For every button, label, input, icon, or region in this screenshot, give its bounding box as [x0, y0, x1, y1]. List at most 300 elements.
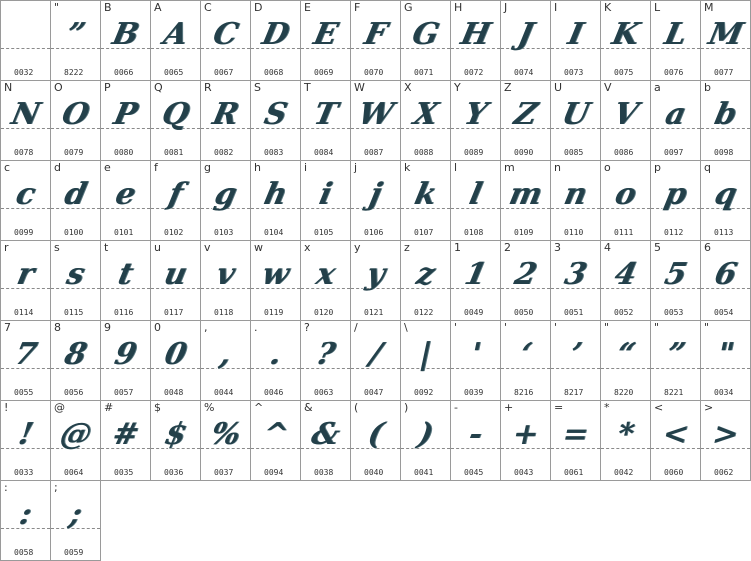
glyph-sample: v — [213, 257, 239, 292]
glyph-sample — [1, 13, 51, 57]
glyph-code: 8222 — [64, 68, 84, 77]
glyph-sample: $ — [161, 417, 190, 452]
glyph-code: 0107 — [414, 228, 434, 237]
glyph-cell-label: d — [54, 161, 61, 174]
glyph-cell — [201, 81, 251, 161]
glyph-code: 0059 — [64, 548, 84, 557]
glyph-cell — [551, 401, 601, 481]
glyph-cell-label: D — [254, 1, 263, 14]
glyph-cell-label: ! — [4, 401, 9, 414]
glyph-cell-label: ^ — [254, 401, 264, 414]
glyph-code: 0041 — [414, 468, 434, 477]
glyph-code: 0090 — [514, 148, 534, 157]
glyph-cell — [551, 241, 601, 321]
glyph-cell — [451, 401, 501, 481]
glyph-sample: X — [410, 97, 441, 132]
glyph-cell-label: u — [154, 241, 161, 254]
glyph-sample: u — [160, 257, 191, 292]
glyph-cell-label: " — [604, 321, 610, 334]
glyph-sample: S — [261, 97, 291, 132]
glyph-cell — [651, 401, 701, 481]
glyph-cell-label: G — [404, 1, 413, 14]
glyph-cell — [451, 321, 501, 401]
glyph-sample: @ — [56, 417, 95, 452]
glyph-cell-label: R — [204, 81, 212, 94]
glyph-cell — [51, 401, 101, 481]
glyph-cell-label: ' — [504, 321, 508, 334]
glyph-cell-label: b — [704, 81, 711, 94]
glyph-code: 0048 — [164, 388, 184, 397]
glyph-cell — [701, 161, 751, 241]
glyph-sample: ’ — [566, 337, 585, 372]
glyph-cell — [101, 161, 151, 241]
glyph-cell-label: I — [554, 1, 558, 14]
glyph-sample: ” — [663, 337, 688, 372]
glyph-code: 0060 — [664, 468, 684, 477]
glyph-code: 0039 — [464, 388, 484, 397]
glyph-cell-label: e — [104, 161, 111, 174]
glyph-sample: / — [366, 337, 385, 372]
glyph-cell-label: & — [304, 401, 313, 414]
glyph-code: 0043 — [514, 468, 534, 477]
glyph-cell-label: $ — [154, 401, 161, 414]
glyph-cell-label: j — [354, 161, 358, 174]
glyph-code: 0042 — [614, 468, 634, 477]
glyph-code: 0049 — [464, 308, 484, 317]
glyph-code: 0046 — [264, 388, 284, 397]
glyph-code: 0108 — [464, 228, 484, 237]
glyph-cell — [151, 161, 201, 241]
glyph-sample: ” — [63, 17, 88, 52]
glyph-cell-label: + — [504, 401, 514, 414]
glyph-sample: 2 — [511, 257, 540, 292]
glyph-code: 0037 — [214, 468, 234, 477]
glyph-sample: + — [509, 417, 542, 452]
glyph-sample: K — [608, 17, 643, 52]
glyph-cell-label: W — [354, 81, 365, 94]
glyph-cell-label: @ — [54, 401, 65, 414]
glyph-cell — [551, 321, 601, 401]
glyph-sample: 9 — [111, 337, 140, 372]
glyph-cell-label: J — [504, 1, 508, 14]
glyph-cell-label: 0 — [154, 321, 161, 334]
glyph-cell-label: : — [4, 481, 8, 494]
glyph-cell-label: F — [354, 1, 361, 14]
glyph-code: 8217 — [564, 388, 584, 397]
glyph-cell — [151, 321, 201, 401]
glyph-code: 0106 — [364, 228, 384, 237]
glyph-sample: 7 — [11, 337, 40, 372]
glyph-cell — [401, 321, 451, 401]
glyph-cell — [351, 241, 401, 321]
glyph-sample: H — [457, 17, 494, 52]
glyph-cell-label: \ — [404, 321, 408, 334]
glyph-cell-label: ) — [404, 401, 409, 414]
glyph-cell — [501, 161, 551, 241]
glyph-cell-label: C — [204, 1, 212, 14]
glyph-code: 0063 — [314, 388, 334, 397]
glyph-code: 0034 — [714, 388, 734, 397]
glyph-sample: Y — [461, 97, 491, 132]
glyph-cell-label: g — [204, 161, 211, 174]
glyph-cell-label: = — [554, 401, 564, 414]
glyph-code: 0055 — [14, 388, 34, 397]
glyph-sample: o — [611, 177, 640, 212]
glyph-sample: “ — [613, 337, 638, 372]
glyph-code: 0073 — [564, 68, 584, 77]
glyph-cell — [301, 321, 351, 401]
glyph-cell — [451, 241, 501, 321]
glyph-cell-label: . — [254, 321, 258, 334]
glyph-code: 8216 — [514, 388, 534, 397]
glyph-cell — [601, 401, 651, 481]
glyph-sample: ( — [364, 417, 387, 452]
glyph-cell-label: E — [304, 1, 311, 14]
glyph-code: 0077 — [714, 68, 734, 77]
glyph-code: 0045 — [464, 468, 484, 477]
glyph-sample: ^ — [259, 417, 292, 452]
glyph-cell — [251, 81, 301, 161]
glyph-sample: h — [260, 177, 291, 212]
glyph-sample: s — [63, 257, 88, 292]
glyph-cell-label: q — [704, 161, 711, 174]
glyph-cell-label: o — [604, 161, 611, 174]
glyph-sample: E — [310, 17, 341, 52]
glyph-sample: g — [211, 177, 240, 212]
glyph-code: 0094 — [264, 468, 284, 477]
glyph-cell-label: m — [504, 161, 515, 174]
glyph-sample: x — [312, 257, 339, 292]
glyph-cell — [51, 1, 101, 81]
glyph-cell-label: " — [54, 1, 60, 14]
glyph-cell — [551, 1, 601, 81]
glyph-cell — [651, 321, 701, 401]
glyph-cell-label: t — [104, 241, 109, 254]
glyph-code: 0101 — [114, 228, 134, 237]
glyph-cell — [1, 81, 51, 161]
glyph-cell — [401, 81, 451, 161]
glyph-cell — [1, 321, 51, 401]
glyph-cell — [301, 161, 351, 241]
glyph-cell — [101, 81, 151, 161]
glyph-cell-label: p — [654, 161, 661, 174]
glyph-cell-label: w — [254, 241, 263, 254]
glyph-cell-label: A — [154, 1, 162, 14]
glyph-code: 0038 — [314, 468, 334, 477]
glyph-cell-label: n — [554, 161, 561, 174]
glyph-cell — [701, 1, 751, 81]
glyph-cell-label: U — [554, 81, 563, 94]
glyph-cell — [151, 241, 201, 321]
glyph-code: 8221 — [664, 388, 684, 397]
glyph-code: 0044 — [214, 388, 234, 397]
glyph-cell-label: i — [304, 161, 308, 174]
glyph-sample: V — [610, 97, 641, 132]
glyph-code: 0111 — [614, 228, 634, 237]
glyph-cell-label: < — [654, 401, 664, 414]
glyph-cell — [701, 401, 751, 481]
glyph-sample: M — [705, 17, 746, 52]
glyph-cell — [601, 161, 651, 241]
glyph-cell — [251, 161, 301, 241]
glyph-sample: | — [416, 337, 435, 372]
glyph-sample: p — [661, 177, 690, 212]
glyph-sample: 5 — [661, 257, 690, 292]
glyph-code: 0053 — [664, 308, 684, 317]
glyph-code: 0116 — [114, 308, 134, 317]
glyph-cell-label: M — [704, 1, 714, 14]
glyph-code: 0097 — [664, 148, 684, 157]
glyph-code: 0105 — [314, 228, 334, 237]
glyph-cell-label: 6 — [704, 241, 711, 254]
glyph-code: 0058 — [14, 548, 34, 557]
glyph-cell — [201, 321, 251, 401]
glyph-cell-label: , — [204, 321, 208, 334]
glyph-cell — [701, 241, 751, 321]
glyph-cell — [51, 81, 101, 161]
glyph-cell — [101, 321, 151, 401]
glyph-sample: Q — [158, 97, 193, 132]
glyph-cell — [501, 1, 551, 81]
glyph-cell — [51, 481, 101, 561]
glyph-cell — [51, 321, 101, 401]
glyph-sample: 1 — [461, 257, 490, 292]
glyph-cell — [451, 81, 501, 161]
glyph-cell-label: r — [4, 241, 9, 254]
glyph-code: 0121 — [364, 308, 384, 317]
glyph-sample: d — [61, 177, 90, 212]
glyph-cell — [451, 161, 501, 241]
glyph-sample: * — [614, 417, 638, 452]
glyph-sample: C — [209, 17, 242, 52]
glyph-sample: ' — [467, 337, 484, 372]
glyph-cell-label: N — [4, 81, 13, 94]
glyph-cell — [151, 1, 201, 81]
glyph-code: 0051 — [564, 308, 584, 317]
glyph-code: 0088 — [414, 148, 434, 157]
glyph-code: 0114 — [14, 308, 34, 317]
glyph-sample: P — [110, 97, 141, 132]
glyph-cell — [501, 81, 551, 161]
glyph-cell — [201, 1, 251, 81]
glyph-code: 0122 — [414, 308, 434, 317]
glyph-cell — [351, 1, 401, 81]
glyph-cell-label: ( — [354, 401, 359, 414]
glyph-cell — [151, 401, 201, 481]
glyph-code: 0033 — [14, 468, 34, 477]
glyph-code: 0072 — [464, 68, 484, 77]
glyph-cell-label: " — [704, 321, 710, 334]
glyph-code: 0035 — [114, 468, 134, 477]
glyph-sample: t — [114, 257, 137, 292]
glyph-cell — [1, 401, 51, 481]
glyph-cell-label: X — [404, 81, 412, 94]
glyph-cell-label: h — [254, 161, 261, 174]
glyph-code: 0098 — [714, 148, 734, 157]
glyph-sample: T — [310, 97, 341, 132]
glyph-code: 0084 — [314, 148, 334, 157]
glyph-cell — [301, 241, 351, 321]
glyph-code: 8220 — [614, 388, 634, 397]
glyph-cell — [701, 321, 751, 401]
glyph-sample: r — [13, 257, 38, 292]
glyph-code: 0115 — [64, 308, 84, 317]
glyph-cell-label: % — [204, 401, 215, 414]
glyph-code: 0076 — [664, 68, 684, 77]
glyph-cell — [201, 401, 251, 481]
glyph-cell — [351, 81, 401, 161]
glyph-code: 0103 — [214, 228, 234, 237]
glyph-cell-label: ; — [54, 481, 58, 494]
glyph-cell-label: > — [704, 401, 714, 414]
glyph-code: 0080 — [114, 148, 134, 157]
glyph-cell-label: 2 — [504, 241, 511, 254]
glyph-sample: # — [109, 417, 142, 452]
glyph-code: 0113 — [714, 228, 734, 237]
glyph-cell — [101, 1, 151, 81]
glyph-cell — [301, 1, 351, 81]
glyph-cell — [251, 241, 301, 321]
glyph-cell-label: 3 — [554, 241, 561, 254]
glyph-sample: W — [355, 97, 397, 132]
glyph-cell-label: 8 — [54, 321, 61, 334]
glyph-cell — [651, 81, 701, 161]
glyph-code: 0062 — [714, 468, 734, 477]
glyph-cell-label: H — [454, 1, 463, 14]
glyph-cell — [451, 1, 501, 81]
glyph-cell — [701, 81, 751, 161]
glyph-sample: b — [711, 97, 740, 132]
glyph-code: 0112 — [664, 228, 684, 237]
glyph-code: 0032 — [14, 68, 34, 77]
glyph-sample: I — [564, 17, 587, 52]
glyph-code: 0061 — [564, 468, 584, 477]
glyph-code: 0050 — [514, 308, 534, 317]
glyph-cell-label: S — [254, 81, 261, 94]
glyph-sample: y — [363, 257, 389, 292]
glyph-cell — [1, 241, 51, 321]
glyph-cell — [401, 401, 451, 481]
glyph-code: 0070 — [364, 68, 384, 77]
glyph-code: 0069 — [314, 68, 334, 77]
glyph-cell — [601, 81, 651, 161]
glyph-cell-label: 7 — [4, 321, 11, 334]
glyph-sample: > — [709, 417, 742, 452]
glyph-cell — [551, 161, 601, 241]
glyph-sample: D — [258, 17, 293, 52]
glyph-sample: i — [316, 177, 336, 212]
glyph-cell — [301, 401, 351, 481]
glyph-code: 0092 — [414, 388, 434, 397]
glyph-sample: k — [411, 177, 440, 212]
glyph-cell-label: 4 — [604, 241, 611, 254]
glyph-cell — [201, 161, 251, 241]
glyph-cell — [601, 241, 651, 321]
glyph-sample: A — [160, 17, 191, 52]
glyph-sample: - — [465, 417, 486, 452]
glyph-code: 0065 — [164, 68, 184, 77]
glyph-code: 0057 — [114, 388, 134, 397]
glyph-cell-label: O — [54, 81, 63, 94]
glyph-code: 0074 — [514, 68, 534, 77]
glyph-code: 0064 — [64, 468, 84, 477]
glyph-sample: ‘ — [516, 337, 535, 372]
glyph-code: 0054 — [714, 308, 734, 317]
glyph-cell-label: z — [404, 241, 410, 254]
glyph-sample: l — [466, 177, 486, 212]
glyph-sample: % — [207, 417, 244, 452]
glyph-cell — [51, 241, 101, 321]
glyph-code: 0087 — [364, 148, 384, 157]
glyph-code: 0089 — [464, 148, 484, 157]
glyph-cell — [651, 161, 701, 241]
glyph-sample: < — [659, 417, 692, 452]
glyph-sample: f — [165, 177, 186, 212]
glyph-cell — [551, 81, 601, 161]
glyph-code: 0099 — [14, 228, 34, 237]
glyph-code: 0102 — [164, 228, 184, 237]
glyph-cell — [351, 401, 401, 481]
glyph-code: 0075 — [614, 68, 634, 77]
glyph-cell-label: 5 — [654, 241, 661, 254]
glyph-cell-label: k — [404, 161, 411, 174]
glyph-sample: ) — [414, 417, 437, 452]
glyph-sample: j — [366, 177, 385, 212]
glyph-sample: L — [661, 17, 690, 52]
glyph-code: 0052 — [614, 308, 634, 317]
glyph-cell — [501, 321, 551, 401]
glyph-code: 0078 — [14, 148, 34, 157]
glyph-sample: ; — [66, 497, 85, 532]
glyph-cell-label: ' — [554, 321, 558, 334]
glyph-cell-label: 9 — [104, 321, 111, 334]
glyph-cell-label: # — [104, 401, 114, 414]
glyph-code: 0118 — [214, 308, 234, 317]
glyph-sample: G — [409, 17, 443, 52]
glyph-cell — [301, 81, 351, 161]
glyph-cell-label: x — [304, 241, 311, 254]
glyph-cell — [1, 161, 51, 241]
glyph-cell-label: c — [4, 161, 11, 174]
glyph-cell — [601, 1, 651, 81]
glyph-cell — [51, 161, 101, 241]
glyph-cell — [501, 401, 551, 481]
glyph-code: 0047 — [364, 388, 384, 397]
glyph-code: 0056 — [64, 388, 84, 397]
glyph-cell-label: s — [54, 241, 60, 254]
glyph-cell — [401, 1, 451, 81]
glyph-cell — [1, 481, 51, 561]
glyph-sample: ! — [15, 417, 36, 452]
glyph-code: 0085 — [564, 148, 584, 157]
glyph-sample: N — [8, 97, 44, 132]
glyph-sample: , — [216, 337, 235, 372]
glyph-code: 0040 — [364, 468, 384, 477]
glyph-cell — [251, 401, 301, 481]
glyph-cell-label: / — [354, 321, 358, 334]
glyph-code: 0067 — [214, 68, 234, 77]
glyph-sample: a — [662, 97, 690, 132]
glyph-sample: U — [558, 97, 593, 132]
glyph-cell — [501, 241, 551, 321]
glyph-code: 0081 — [164, 148, 184, 157]
glyph-cell — [601, 321, 651, 401]
glyph-code: 0104 — [264, 228, 284, 237]
glyph-cell-label: T — [304, 81, 311, 94]
glyph-sample: & — [308, 417, 343, 452]
glyph-cell-label: P — [104, 81, 111, 94]
glyph-sample: w — [258, 257, 293, 292]
